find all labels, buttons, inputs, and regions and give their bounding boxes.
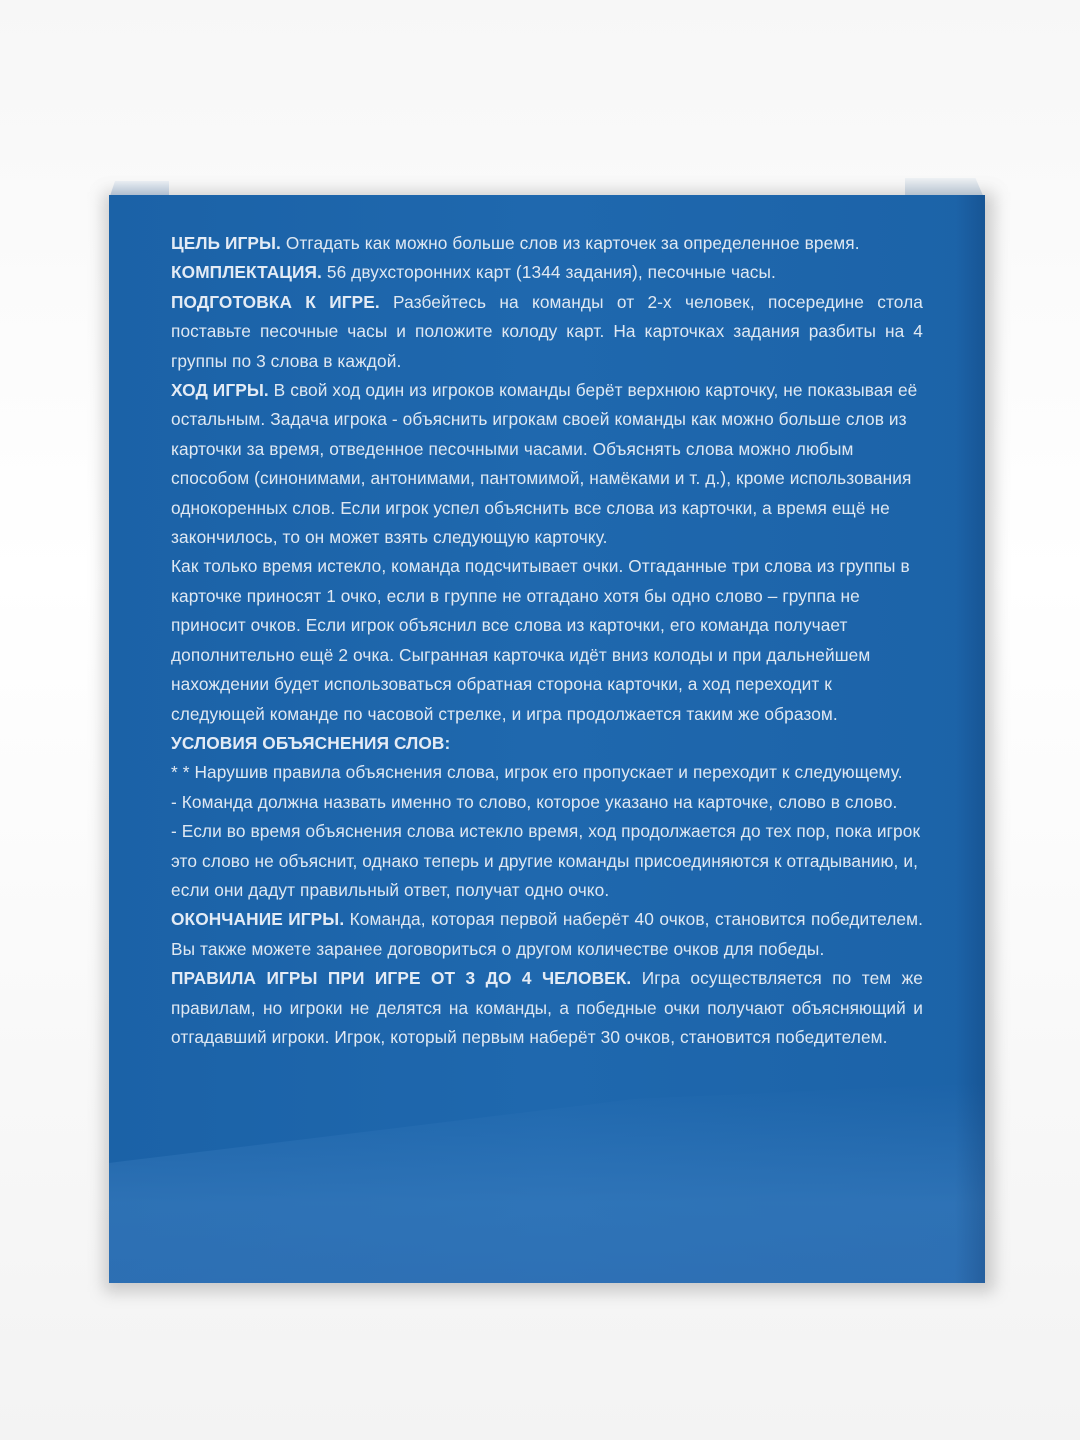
section-heading: ПРАВИЛА ИГРЫ ПРИ ИГРЕ ОТ 3 ДО 4 ЧЕЛОВЕК.: [171, 968, 632, 989]
rules-text: [171, 229, 923, 1052]
box-decorative-wave: [109, 1083, 985, 1283]
section-heading: ЦЕЛЬ ИГРЫ.: [171, 233, 281, 253]
rules-paragraph: [171, 376, 923, 552]
game-box-back: [109, 195, 985, 1283]
section-text: - Команда должна назвать именно то слово, которое указано на карточке, слово в слово.: [171, 791, 898, 812]
section-text: Отгадать как можно больше слов из карточек за определенное время.: [280, 233, 860, 253]
rules-paragraph: [171, 552, 923, 728]
section-heading: КОМПЛЕКТАЦИЯ.: [171, 262, 322, 283]
section-text: Как только время истекло, команда подсчитывает очки. Отгаданные три слова из группы в карточке приносят 1 очко, если в группе не отгадано хотя бы одно слово – группа не приносит очков. Если игрок объяснил все слова из карточки, его команда получает дополнительно ещё 2 очка. Сыгранная карточка идёт вниз колоды и при дальнейшем нахождении будет использоваться обратная сторона карточки, а ход переходит к следующей команде по часовой стрелке, и игра продолжается таким же образом.: [171, 556, 910, 724]
rules-paragraph: [171, 905, 923, 964]
rules-paragraph: [171, 258, 923, 287]
rules-paragraph: [171, 817, 923, 905]
section-heading: ОКОНЧАНИЕ ИГРЫ.: [171, 909, 345, 930]
section-text: * * Нарушив правила объяснения слова, игрок его пропускает и переходит к следующему.: [171, 762, 903, 783]
rules-paragraph: [171, 758, 923, 787]
rules-paragraph: [171, 288, 923, 376]
section-heading: ПОДГОТОВКА К ИГРЕ.: [171, 291, 380, 312]
section-text: 56 двухсторонних карт (1344 задания), песочные часы.: [321, 262, 776, 283]
section-heading: ХОД ИГРЫ.: [171, 380, 269, 401]
section-text: Команда, которая первой наберёт 40 очков, становится победителем. Вы также можете заранее договориться о другом количестве очков для победы.: [171, 909, 924, 959]
rules-paragraph: [171, 229, 923, 258]
rules-paragraph: [171, 964, 923, 1052]
section-text: - Если во время объяснения слова истекло время, ход продолжается до тех пор, пока игрок это слово не объяснит, однако теперь и другие команды присоединяются к отгадыванию, и, если они дадут правильный ответ, получат одно очко.: [171, 821, 921, 900]
rules-paragraph: [171, 729, 923, 758]
section-heading: УСЛОВИЯ ОБЪЯСНЕНИЯ СЛОВ:: [171, 732, 451, 753]
section-text: Разбейтесь на команды от 2-х человек, посередине стола поставьте песочные часы и положите колоду карт. На карточках задания разбиты на 4 группы по 3 слова в каждой.: [171, 291, 924, 371]
section-text: В свой ход один из игроков команды берёт верхнюю карточку, не показывая её остальным. Задача игрока - объяснить игрокам своей команды как можно больше слов из карточки за время, отведенное песочными часами. Объяснять слова можно любым способом (синонимами, антонимами, пантомимой, намёками и т. д.), кроме использования однокоренных слов. Если игрок успел объяснить все слова из карточки, а время ещё не закончилось, то он может взять следующую карточку.: [171, 380, 918, 548]
section-text: Игра осуществляется по тем же правилам, но игроки не делятся на команды, а победные очки получают объясняющий и отгадавший игроки. Игрок, который первым наберёт 30 очков, становится победителем.: [171, 968, 923, 1047]
rules-paragraph: [171, 788, 923, 817]
box-edge-shade: [955, 195, 985, 1283]
